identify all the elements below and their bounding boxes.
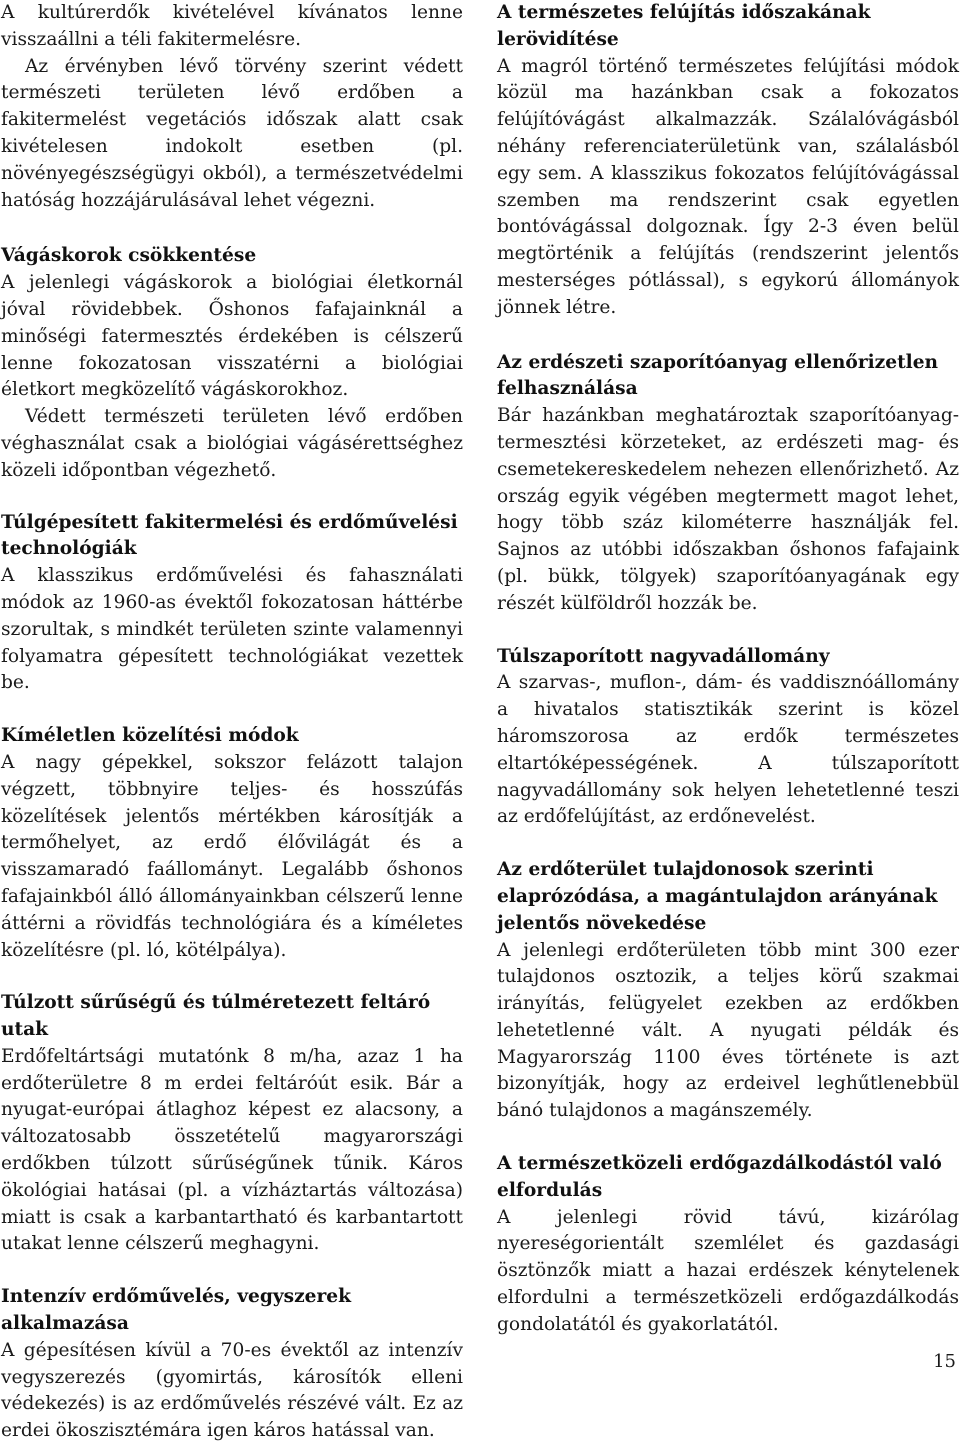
intro-section bbox=[1, 0, 463, 214]
tulgepesitett-heading: Túlgépesített fakitermelési és erdőművelési technológiák bbox=[1, 511, 458, 560]
szaporito-heading: Az erdészeti szaporítóanyag ellenőrizetlen felhasználása bbox=[497, 351, 939, 400]
kimeletlen-paragraph: A nagy gépekkel, sokszor felázott talajon végzett, többnyire teljes- és hosszúfás közelítések jelentős mértékben károsítják a termőhelyet, az erdő élővilágát és a visszamaradó faállományt. Legalább őshonos fafajainkból álló állományainkban célszerű lenne áttérni a rövidfás technológiára és a kíméletes közelítésre (pl. ló, kötélpálya). bbox=[1, 751, 463, 961]
left-column bbox=[1, 0, 463, 1442]
nagyvad-heading: Túlszaporított nagyvadállomány bbox=[497, 645, 830, 667]
intenziv-section bbox=[1, 1284, 463, 1445]
tulgepesitett-section bbox=[1, 510, 463, 698]
tulajdon-heading: Az erdőterület tulajdonosok szerinti elaprózódása, a magántulajdon arányának jelentős növekedése bbox=[497, 859, 938, 934]
nagyvad-paragraph: A szarvas-, muflon-, dám- és vaddisznóállomány a hivatalos statisztikák szerint is közel háromszorosa az erdők természetes eltartóképességének. A túlszaporított nagyvadállomány sok helyen lehetetlenné teszi az erdőfelújítást, az erdőnevelést. bbox=[497, 672, 959, 828]
tulzott-heading: Túlzott sűrűségű és túlméretezett feltáró utak bbox=[1, 992, 431, 1041]
tulajdon-paragraph: A jelenlegi erdőterületen több mint 300 ezer tulajdonos osztozik, a teljes körű szakmai irányítás, felügyelet ezekben az erdőkben lehetetlenné vált. A nyugati példák és Magyarország 1100 éves története is azt bizonyítják, hogy az erdeivel leghűtlenebbül bánó tulajdonos a magánszemély. bbox=[497, 939, 959, 1122]
vagaskorok-section bbox=[1, 243, 463, 484]
intenziv-paragraph: A gépesítésen kívül a 70-es évektől az intenzív vegyszerezés (gyomirtás, károsítók elleni védekezés) is az erdőművelés részévé vált. Ez az erdei ökoszisztémára igen káros hatással van. bbox=[1, 1339, 463, 1442]
felujitas-paragraph: A magról történő természetes felújítási módok közül ma hazánkban csak a fokozatos felújítóvágást alkalmazzák. Szálalóvágásból néhány referenciaterületünk van, szálalásból egy sem. A klasszikus fokozatos felújítóvágással szemben ma rendszerint csak egyetlen bontóvágással dolgoznak. Így 2-3 éven belül megtörténik a felújítás (rendszerint jelentős mesterséges pótlással), s egykorú állományok jönnek létre. bbox=[497, 55, 959, 318]
page-number: 15 bbox=[933, 1351, 956, 1372]
tulajdon-section bbox=[497, 857, 959, 1125]
intenziv-heading: Intenzív erdőművelés, vegyszerek alkalmazása bbox=[1, 1286, 352, 1335]
vagaskorok-heading: Vágáskorok csökkentése bbox=[1, 245, 257, 267]
felujitas-section bbox=[497, 0, 959, 322]
kimeletlen-section bbox=[1, 723, 463, 964]
vagaskorok-paragraph-1: A jelenlegi vágáskorok a biológiai életkornál jóval rövidebbek. Őshonos fafajainknál a minőségi fatermesztés érdekében is célszerű lenne fokozatosan visszatérni a biológiai életkort megközelítő vágáskorokhoz. bbox=[1, 272, 463, 401]
felujitas-heading: A természetes felújítás időszakának lerövidítése bbox=[497, 2, 871, 50]
intro-paragraph-2: Az érvényben lévő törvény szerint védett természeti területen lévő erdőben a fakitermelést vegetációs időszak alatt csak kivételesen indokolt esetben (pl. növényegészségügyi okból), a természetvédelmi hatóság hozzájárulásával lehet végezni. bbox=[1, 55, 463, 211]
termeszetkozeli-paragraph: A jelenlegi rövid távú, kizárólag nyereségorientált szemlélet és gazdasági ösztönzők miatt a hazai erdészek kénytelenek elfordulni a természetközeli erdőgazdálkodás gondolatától és gyakorlatától. bbox=[497, 1206, 959, 1335]
tulzott-paragraph: Erdőfeltártsági mutatónk 8 m/ha, azaz 1 ha erdőterületre 8 m erdei feltáróút esik. Bár a nyugat-európai átlaghoz képest ez alacsony, a változatosabb összetételű magyarországi erdőkben túlzott sűrűségűnek tűnik. Káros ökológiai hatásai (pl. a vízháztartás változása) miatt is csak a karbantartható és karbantartott utakat lenne célszerű meghagyni. bbox=[1, 1045, 463, 1255]
tulgepesitett-paragraph: A klasszikus erdőművelési és fahasználati módok az 1960-as évektől fokozatosan háttérbe szorultak, s mindkét területen szinte valamennyi folyamatra gépesített technológiákat vezettek be. bbox=[1, 565, 463, 694]
szaporito-paragraph: Bár hazánkban meghatároztak szaporítóanyag-termesztési körzeteket, az erdészeti mag- és csemetekereskedelem nehezen ellenőrizhető. Az ország egyik végében megtermett magot lehet, hogy több száz kilométerre használják fel. Sajnos az utóbbi időszakban őshonos fafajaink (pl. bükk, tölgyek) szaporítóanyagának egy részét külföldről hozzák be. bbox=[497, 405, 959, 614]
vagaskorok-paragraph-2: Védett természeti területen lévő erdőben véghasználat csak a biológiai vágásérettséghez közeli időpontban végezhető. bbox=[1, 406, 463, 481]
termeszetkozeli-section bbox=[497, 1151, 959, 1339]
intro-paragraph-1: A kultúrerdők kivételével kívánatos lenne visszaállni a téli fakitermelésre. bbox=[1, 2, 463, 50]
szaporito-section bbox=[497, 350, 959, 618]
termeszetkozeli-heading: A természetközeli erdőgazdálkodástól való elfordulás bbox=[497, 1153, 942, 1201]
nagyvad-section bbox=[497, 644, 959, 832]
kimeletlen-heading: Kíméletlen közelítési módok bbox=[1, 725, 299, 747]
tulzott-section bbox=[1, 990, 463, 1258]
right-column bbox=[497, 0, 959, 1335]
